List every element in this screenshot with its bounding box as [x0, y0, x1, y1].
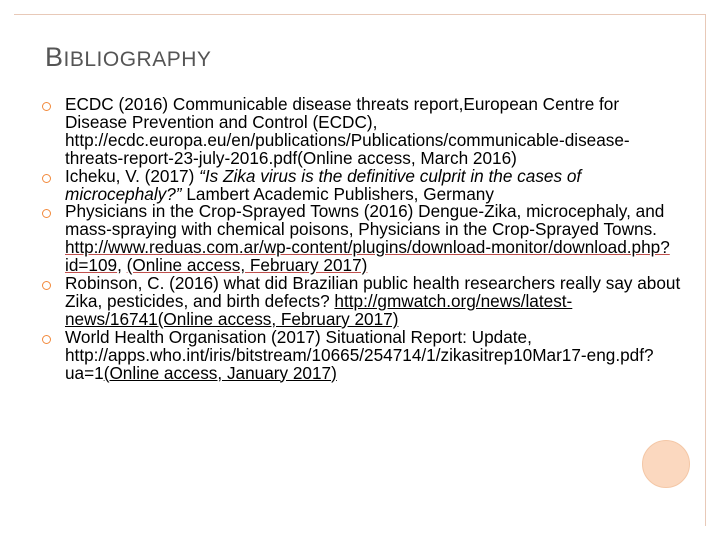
bullet-icon [42, 102, 51, 111]
bullet-icon [42, 335, 51, 344]
reference-link[interactable]: http://gmwatch.org/news/latest-news/16741 [65, 290, 573, 329]
reference-text: ECDC (2016) Communicable disease threats report,European Centre for Disease Prevention and Control (ECDC), http://ecdc.europa.eu/en/publications/Publications/communicable-disease-threats-report-23-july-2016.pdf(Online access, March 2016) [65, 94, 630, 168]
title-rest: IBLIOGRAPHY [63, 48, 212, 71]
bibliography-list [42, 96, 682, 383]
reference-access-date: (Online access, January 2017) [103, 362, 337, 383]
reference-separator: , [117, 255, 127, 276]
reference-who [42, 326, 682, 383]
reference-ecdc [42, 96, 682, 168]
reference-robinson [42, 275, 682, 329]
slide-title [45, 42, 211, 73]
bullet-icon [42, 174, 51, 183]
slide-frame-right-line [705, 14, 706, 526]
bullet-icon [42, 281, 51, 290]
reference-text: Physicians in the Crop-Sprayed Towns (2016) Dengue-Zika, microcephaly, and mass-spraying with chemical poisons, Physicians in the Crop-Sprayed Towns. [65, 201, 665, 240]
reference-text: World Health Organisation (2017) Situational Report: Update, http://apps.who.int/iris/bitstream/10665/254714/1/zikasitrep10Mar17-eng.pdf?ua=1 [65, 326, 654, 383]
reference-title: “Is Zika virus is the definitive culprit in the cases of microcephaly?” [65, 165, 582, 204]
reference-author: Icheku, V. (2017) [65, 165, 200, 186]
reference-physicians [42, 203, 682, 275]
decorative-circle [642, 440, 690, 488]
reference-publisher: Lambert Academic Publishers, Germany [181, 183, 494, 204]
title-initial: B [45, 42, 64, 72]
reference-access-date: (Online access, February 2017) [157, 308, 399, 329]
slide-frame-top-line [14, 14, 706, 15]
reference-icheku [42, 165, 682, 204]
reference-access-date: (Online access, February 2017) [126, 255, 368, 276]
reference-text: Robinson, C. (2016) what did Brazilian public health researchers really say about Zika, pesticides, and birth defects? [65, 273, 681, 311]
bullet-icon [42, 209, 51, 218]
reference-link[interactable]: http://www.reduas.com.ar/wp-content/plugins/download-monitor/download.php?id=109 [65, 237, 670, 276]
